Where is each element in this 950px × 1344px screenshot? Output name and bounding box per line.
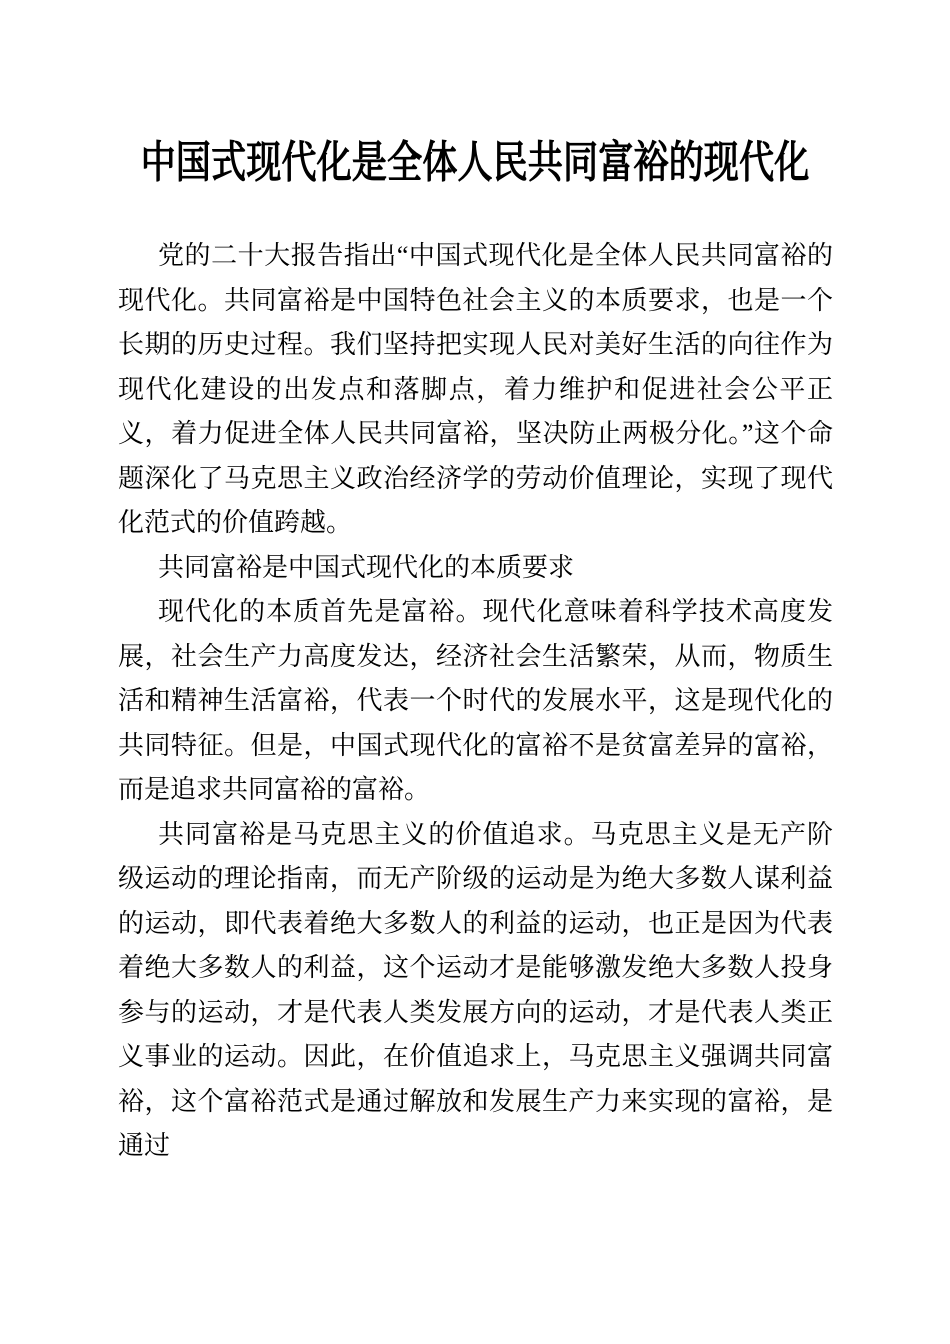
paragraph-intro: 党的二十大报告指出“中国式现代化是全体人民共同富裕的现代化。共同富裕是中国特色社会主义的本质要求，也是一个长期的历史过程。我们坚持把实现人民对美好生活的向往作为现代化建设的出发点和落脚点，着力维护和促进社会公平正义，着力促进全体人民共同富裕，坚决防止两极分化。”这个命题深化了马克思主义政治经济学的劳动价值理论，实现了现代化范式的价值跨越。 <box>118 241 833 537</box>
paragraph-marxism-value: 共同富裕是马克思主义的价值追求。马克思主义是无产阶级运动的理论指南，而无产阶级的运动是为绝大多数人谋利益的运动，即代表着绝大多数人的利益的运动，也正是因为代表着绝大多数人的利益，这个运动才是能够激发绝大多数人投身参与的运动，才是代表人类发展方向的运动，才是代表人类正义事业的运动。因此，在价值追求上，马克思主义强调共同富裕，这个富裕范式是通过解放和发展生产力来实现的富裕，是通过 <box>118 819 833 1160</box>
document-body <box>118 234 833 1169</box>
section-heading: 共同富裕是中国式现代化的本质要求 <box>158 552 575 582</box>
paragraph-modernization-essence: 现代化的本质首先是富裕。现代化意味着科学技术高度发展，社会生产力高度发达，经济社会生活繁荣，从而，物质生活和精神生活富裕，代表一个时代的发展水平，这是现代化的共同特征。但是，中国式现代化的富裕不是贫富差异的富裕，而是追求共同富裕的富裕。 <box>118 597 833 804</box>
document-title: 中国式现代化是全体人民共同富裕的现代化 <box>140 138 810 187</box>
